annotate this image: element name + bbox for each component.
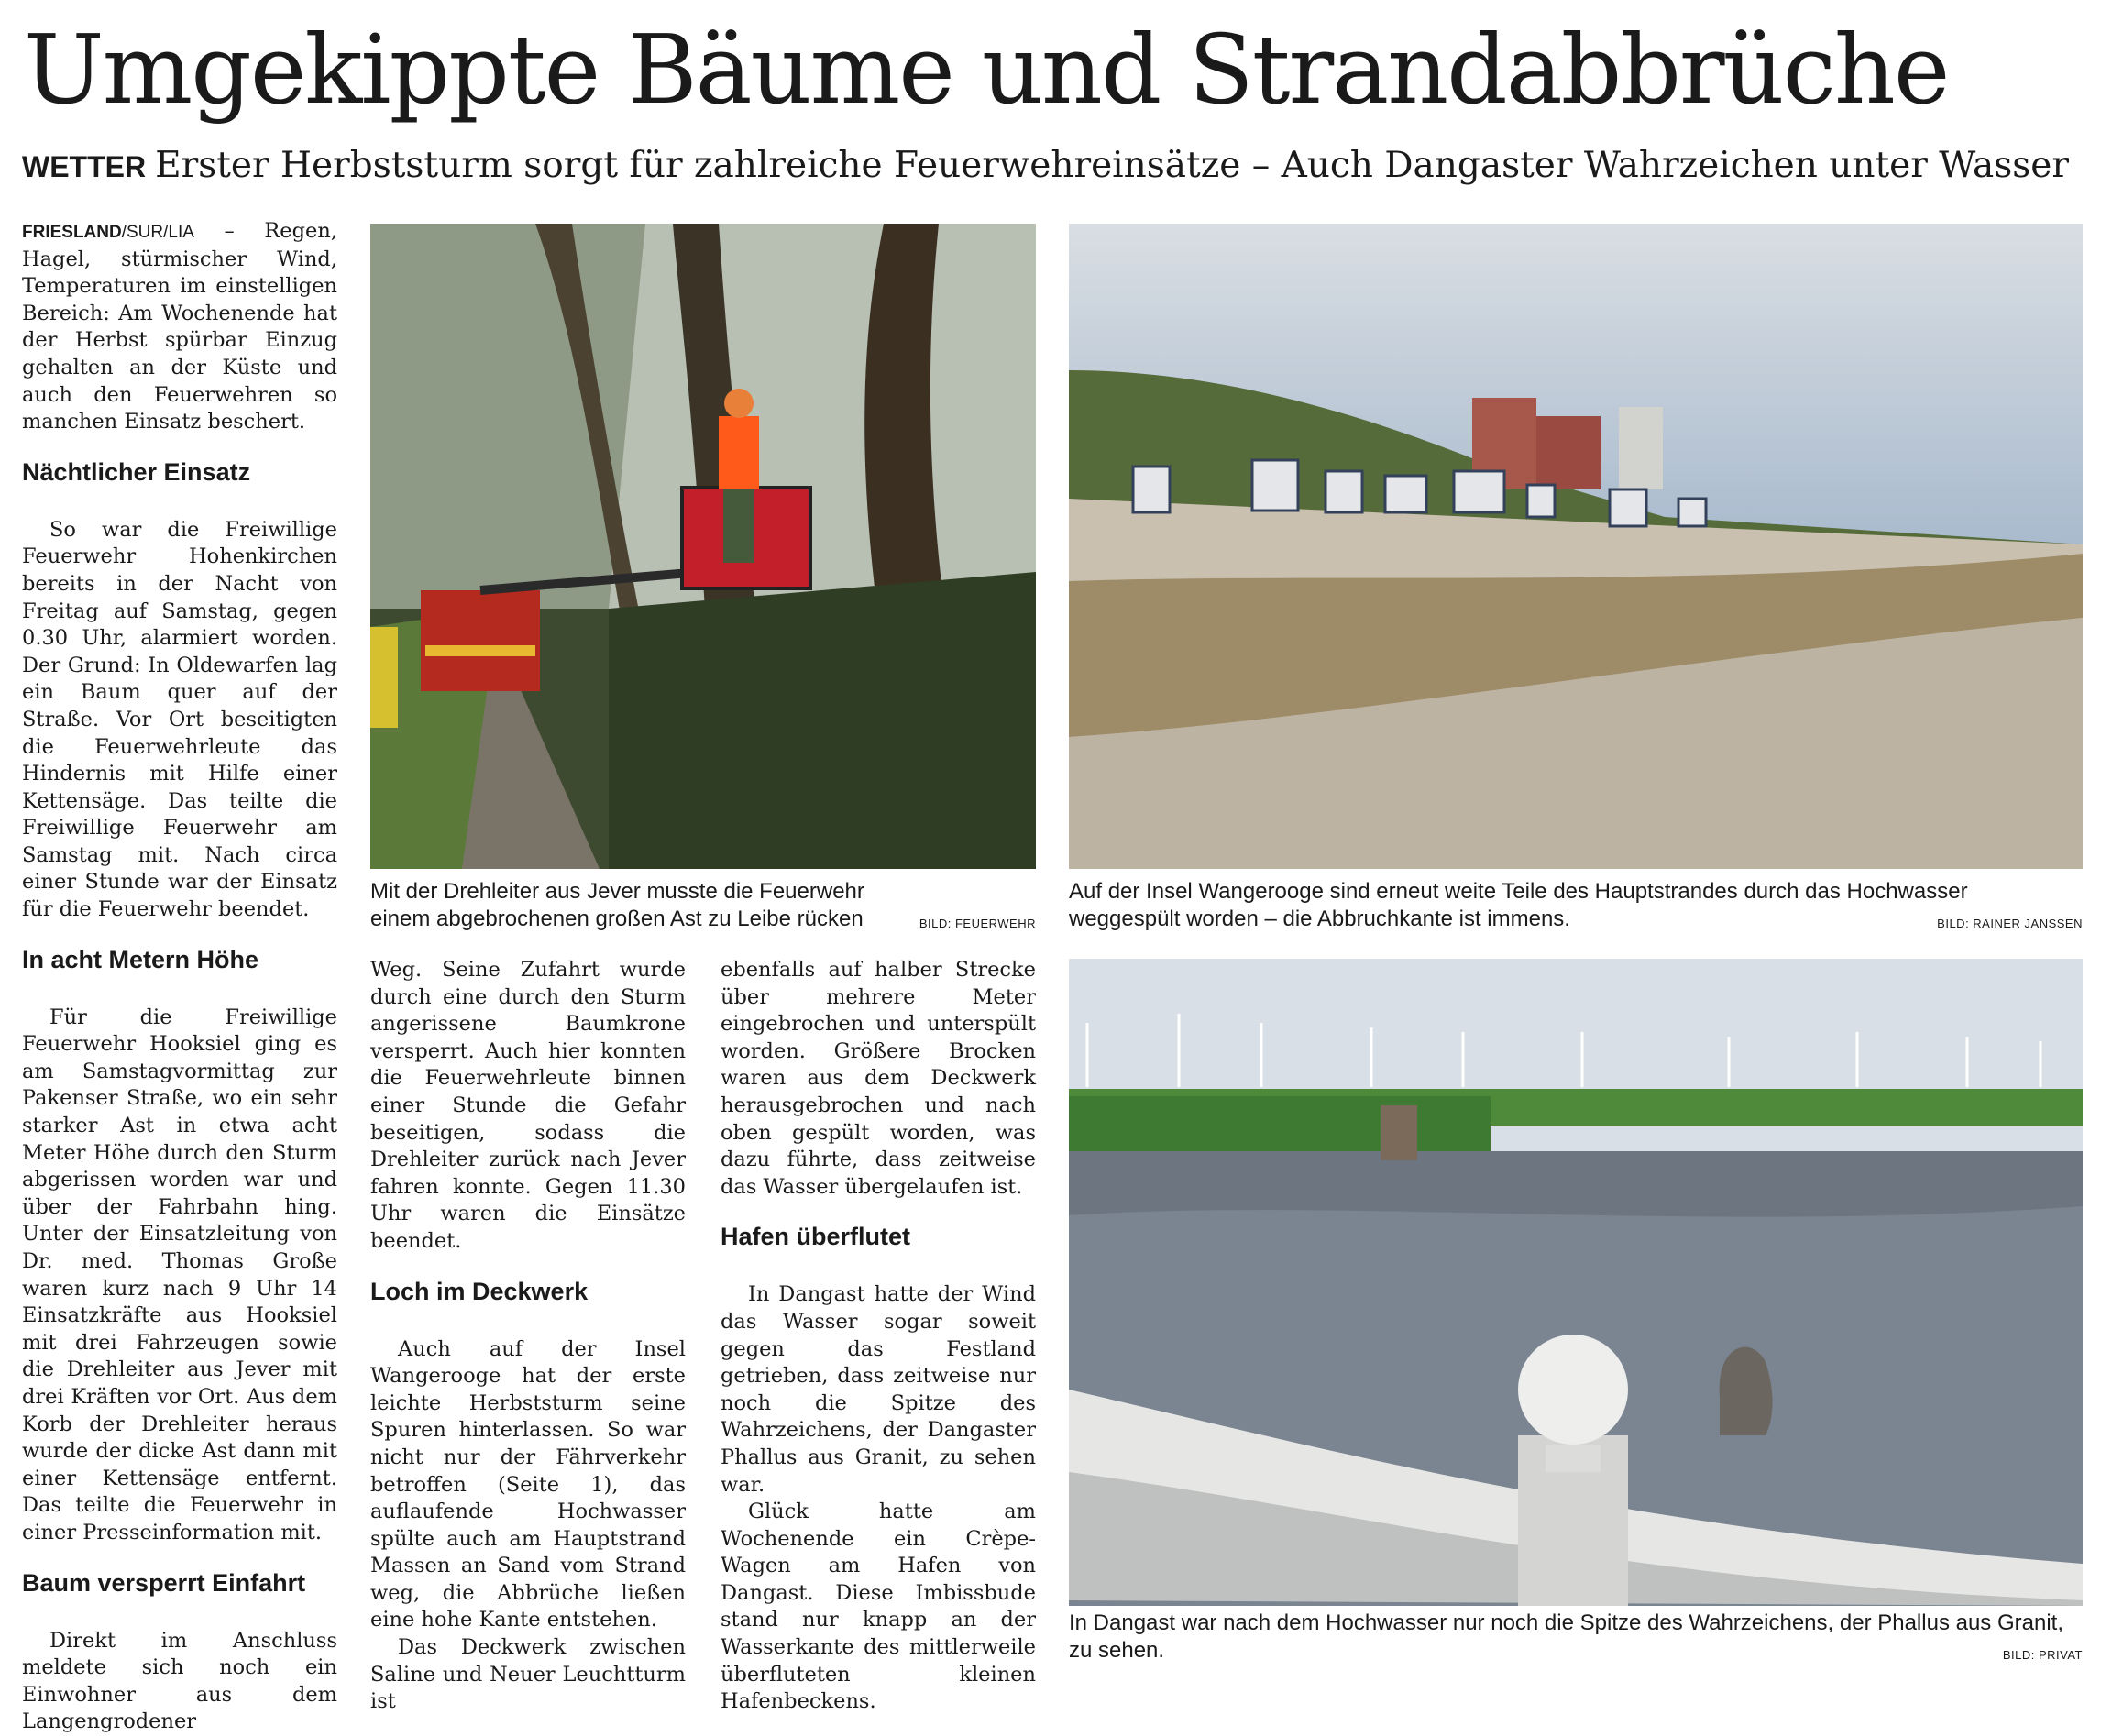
photo-credit: BILD: RAINER JANSSEN (1937, 917, 2083, 930)
subheadline: Erster Herbststurm sorgt für zahlreiche Feuerwehreinsätze – Auch Dangaster Wahrzeichen unter Wasser (155, 145, 2070, 186)
photo-caption (1069, 1610, 2083, 1665)
article-column-2 (370, 957, 686, 1716)
section-paragraph: In Dangast hatte der Wind das Wasser sogar soweit gegen das Festland getrieben, dass zeitweise nur noch die Spitze des Wahrzeichens, der Dangaster Phallus aus Granit, zu sehen war. (720, 1282, 1036, 1497)
photo-caption (370, 878, 1036, 933)
photo-credit: BILD: FEUERWEHR (918, 917, 1036, 930)
section-heading: Nächtlicher Einsatz (22, 457, 251, 486)
section-heading: Loch im Deckwerk (370, 1277, 588, 1305)
section-heading: Hafen überflutet (720, 1223, 911, 1251)
article-column-1 (22, 218, 337, 1736)
section-paragraph: Für die Freiwillige Feuerwehr Hooksiel ging es am Samstagvormittag zur Pakenser Straße, wo ein sehr starker Ast in etwa acht Meter Höhe durch den Sturm abgerissen worden war und über der Fahrbahn hing. Unter der Einsatzleitung von Dr. med. Thomas Große waren kurz nach 9 Uhr 14 Einsatzkräfte aus Hooksiel mit drei Fahrzeugen sowie die Drehleiter aus Jever mit drei Kräften vor Ort. Aus dem Korb der Drehleiter heraus wurde der dicke Ast dann mit einer Kettensäge entfernt. Das teilte die Feuerwehr in einer Presseinformation mit. (22, 1005, 337, 1544)
section-paragraph: So war die Freiwillige Feuerwehr Hohenkirchen bereits in der Nacht von Freitag auf Samstag, gegen 0.30 Uhr, alarmiert worden. Der Grund: In Oldewarfen lag ein Baum quer auf der Straße. Vor Ort beseitigten die Feuerwehrleute das Hindernis mit Hilfe einer Kettensäge. Das teilte die Freiwillige Feuerwehr am Samstag mit. Nach circa einer Stunde war der Einsatz für die Feuerwehr beendet. (22, 517, 337, 922)
article-column-3 (720, 957, 1036, 1716)
section-paragraph: Direkt im Anschluss meldete sich noch ein Einwohner aus dem Langengrodener (22, 1628, 337, 1734)
section-paragraph: Glück hatte am Wochenende ein Crèpe-Wagen am Hafen von Dangast. Diese Imbissbude stand nur knapp an der Wasserkante des mittlerweile überfluteten kleinen Hafenbeckens. (720, 1500, 1036, 1714)
photo-dangast-flood (1069, 959, 2083, 1606)
continuation-paragraph: ebenfalls auf halber Strecke über mehrere Meter eingebrochen und unterspült worden. Größere Brocken waren aus dem Deckwerk herausgebrochen und nach oben gespült worden, was dazu führte, dass zeitweise das Wasser übergelaufen ist. (720, 958, 1036, 1199)
photo-fire-ladder (370, 224, 1036, 869)
kicker: WETTER (22, 150, 147, 183)
section-paragraph: Auch auf der Insel Wangerooge hat der erste leichte Herbststurm seine Spuren hinterlassen. So war nicht nur der Fährverkehr betroffen (Seite 1), das auflaufende Hochwasser spülte auch am Hauptstrand Massen an Sand vom Strand weg, die Abbrüche ließen eine hohe Kante entstehen. (370, 1336, 686, 1632)
continuation-paragraph: Weg. Seine Zufahrt wurde durch eine durch den Sturm angerissene Baumkrone versperrt. Auch hier konnten die Feuerwehrleute binnen einer Stunde die Gefahr beseitigen, sodass die Drehleiter zurück nach Jever fahren konnte. Gegen 11.30 Uhr waren die Einsätze beendet. (370, 958, 686, 1253)
dateline-authors: /SUR/LIA (121, 223, 194, 242)
photo-caption (1069, 878, 2083, 933)
caption-text: In Dangast war nach dem Hochwasser nur noch die Spitze des Wahrzeichens, der Phallus aus Granit, zu sehen. (1069, 1610, 2063, 1663)
intro-text: – Regen, Hagel, stürmischer Wind, Temperaturen im einstelligen Bereich: Am Wochenende hat der Herbst spürbar Einzug gehalten an der Küste und auch den Feuerwehren so manchen Einsatz beschert. (22, 219, 337, 434)
caption-text: Mit der Drehleiter aus Jever musste die Feuerwehr einem abgebrochenen großen Ast zu Leibe rücken (370, 879, 864, 931)
section-heading: Baum versperrt Einfahrt (22, 1568, 306, 1597)
headline: Umgekippte Bäume und Strandabbrüche (24, 14, 1949, 126)
subheadline-line (22, 143, 2069, 190)
section-paragraph: Das Deckwerk zwischen Saline und Neuer Leuchtturm ist (370, 1635, 686, 1714)
intro-paragraph (22, 218, 337, 436)
photo-beach-erosion (1069, 224, 2083, 869)
photo-credit: BILD: PRIVAT (2002, 1648, 2083, 1662)
section-heading: In acht Metern Höhe (22, 945, 259, 973)
dateline: FRIESLAND (22, 223, 122, 242)
caption-text: Auf der Insel Wangerooge sind erneut weite Teile des Hauptstrandes durch das Hochwasser weggespült worden – die Abbruchkante ist immens. (1069, 879, 1968, 931)
